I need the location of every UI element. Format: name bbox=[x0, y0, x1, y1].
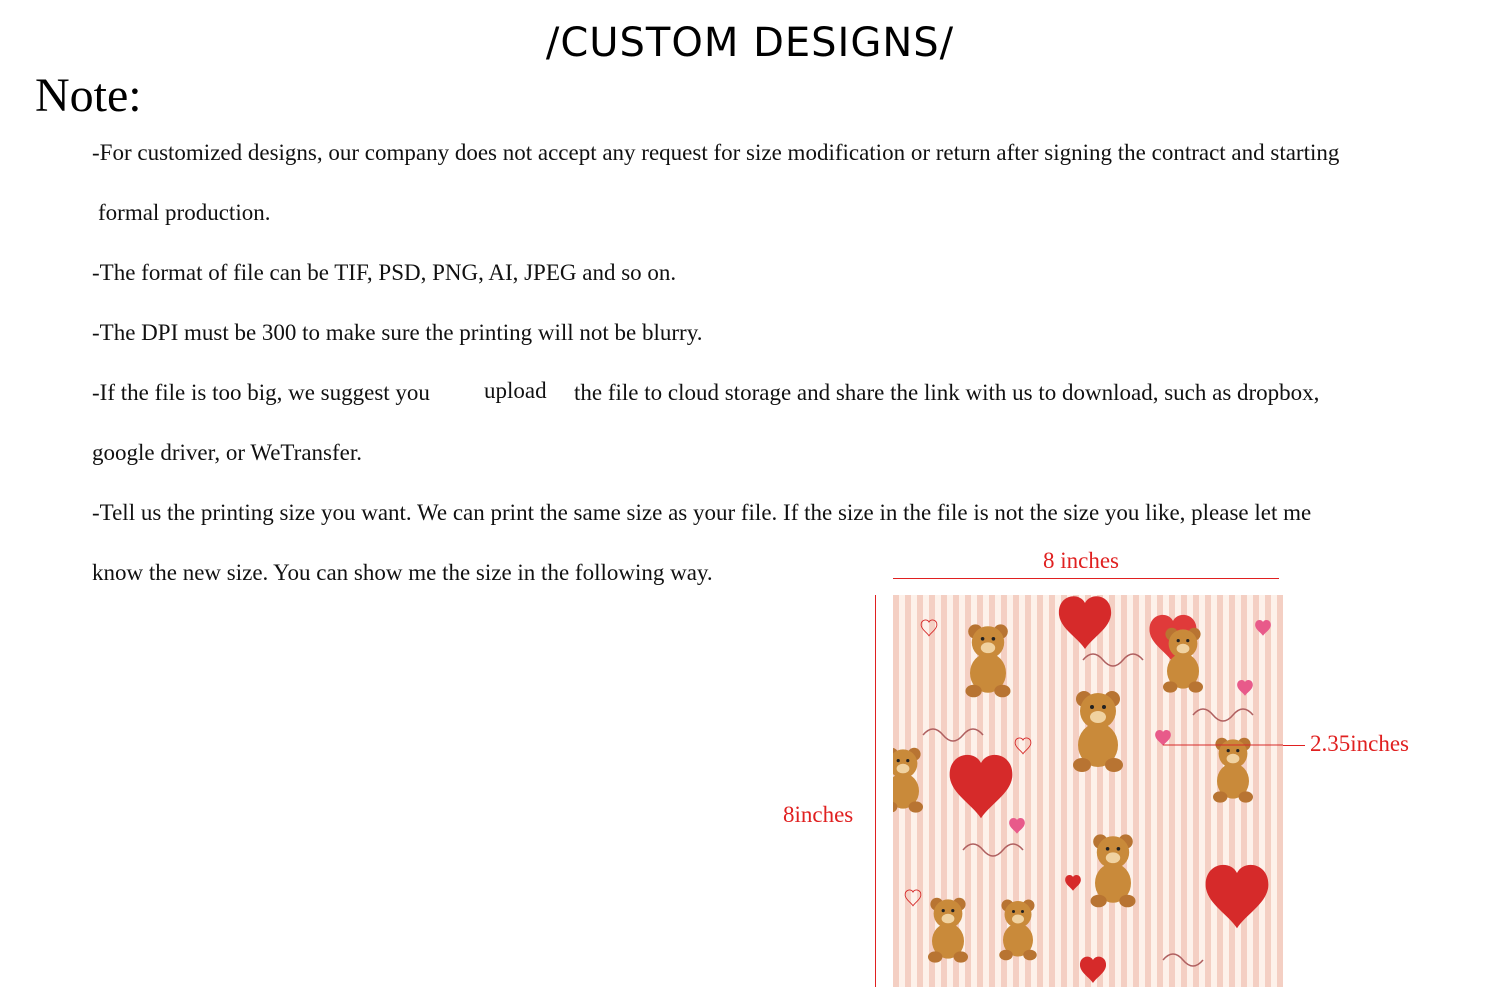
page-title: /CUSTOM DESIGNS/ bbox=[545, 20, 955, 66]
note-line-file-size-start: -If the file is too big, we suggest you bbox=[92, 380, 430, 405]
note-line-custom-designs: -For customized designs, our company does not accept any request for size modification or return after signing the contract and starting bbox=[92, 140, 1340, 165]
height-dimension-label: 8inches bbox=[783, 802, 854, 827]
height-dimension-line bbox=[875, 595, 876, 987]
repeat-dimension-label: 2.35inches bbox=[1310, 731, 1410, 756]
width-dimension-line bbox=[893, 578, 1279, 579]
note-heading: Note: bbox=[35, 69, 142, 122]
note-line-dpi: -The DPI must be 300 to make sure the printing will not be blurry. bbox=[92, 320, 703, 345]
upload-word: upload bbox=[484, 378, 547, 403]
note-line-custom-designs-cont: formal production. bbox=[98, 200, 271, 225]
note-line-printing-size: -Tell us the printing size you want. We can print the same size as your file. If the size in the file is not the size you like, please let me bbox=[92, 500, 1312, 525]
note-line-cloud-services: google driver, or WeTransfer. bbox=[92, 440, 362, 465]
pattern-sample-image bbox=[893, 595, 1283, 987]
note-line-new-size: know the new size. You can show me the size in the following way. bbox=[92, 560, 713, 585]
width-dimension-label: 8 inches bbox=[1043, 548, 1120, 573]
note-line-file-format: -The format of file can be TIF, PSD, PNG, AI, JPEG and so on. bbox=[92, 260, 677, 285]
note-line-file-size-end: the file to cloud storage and share the link with us to download, such as dropbox, bbox=[574, 380, 1320, 405]
